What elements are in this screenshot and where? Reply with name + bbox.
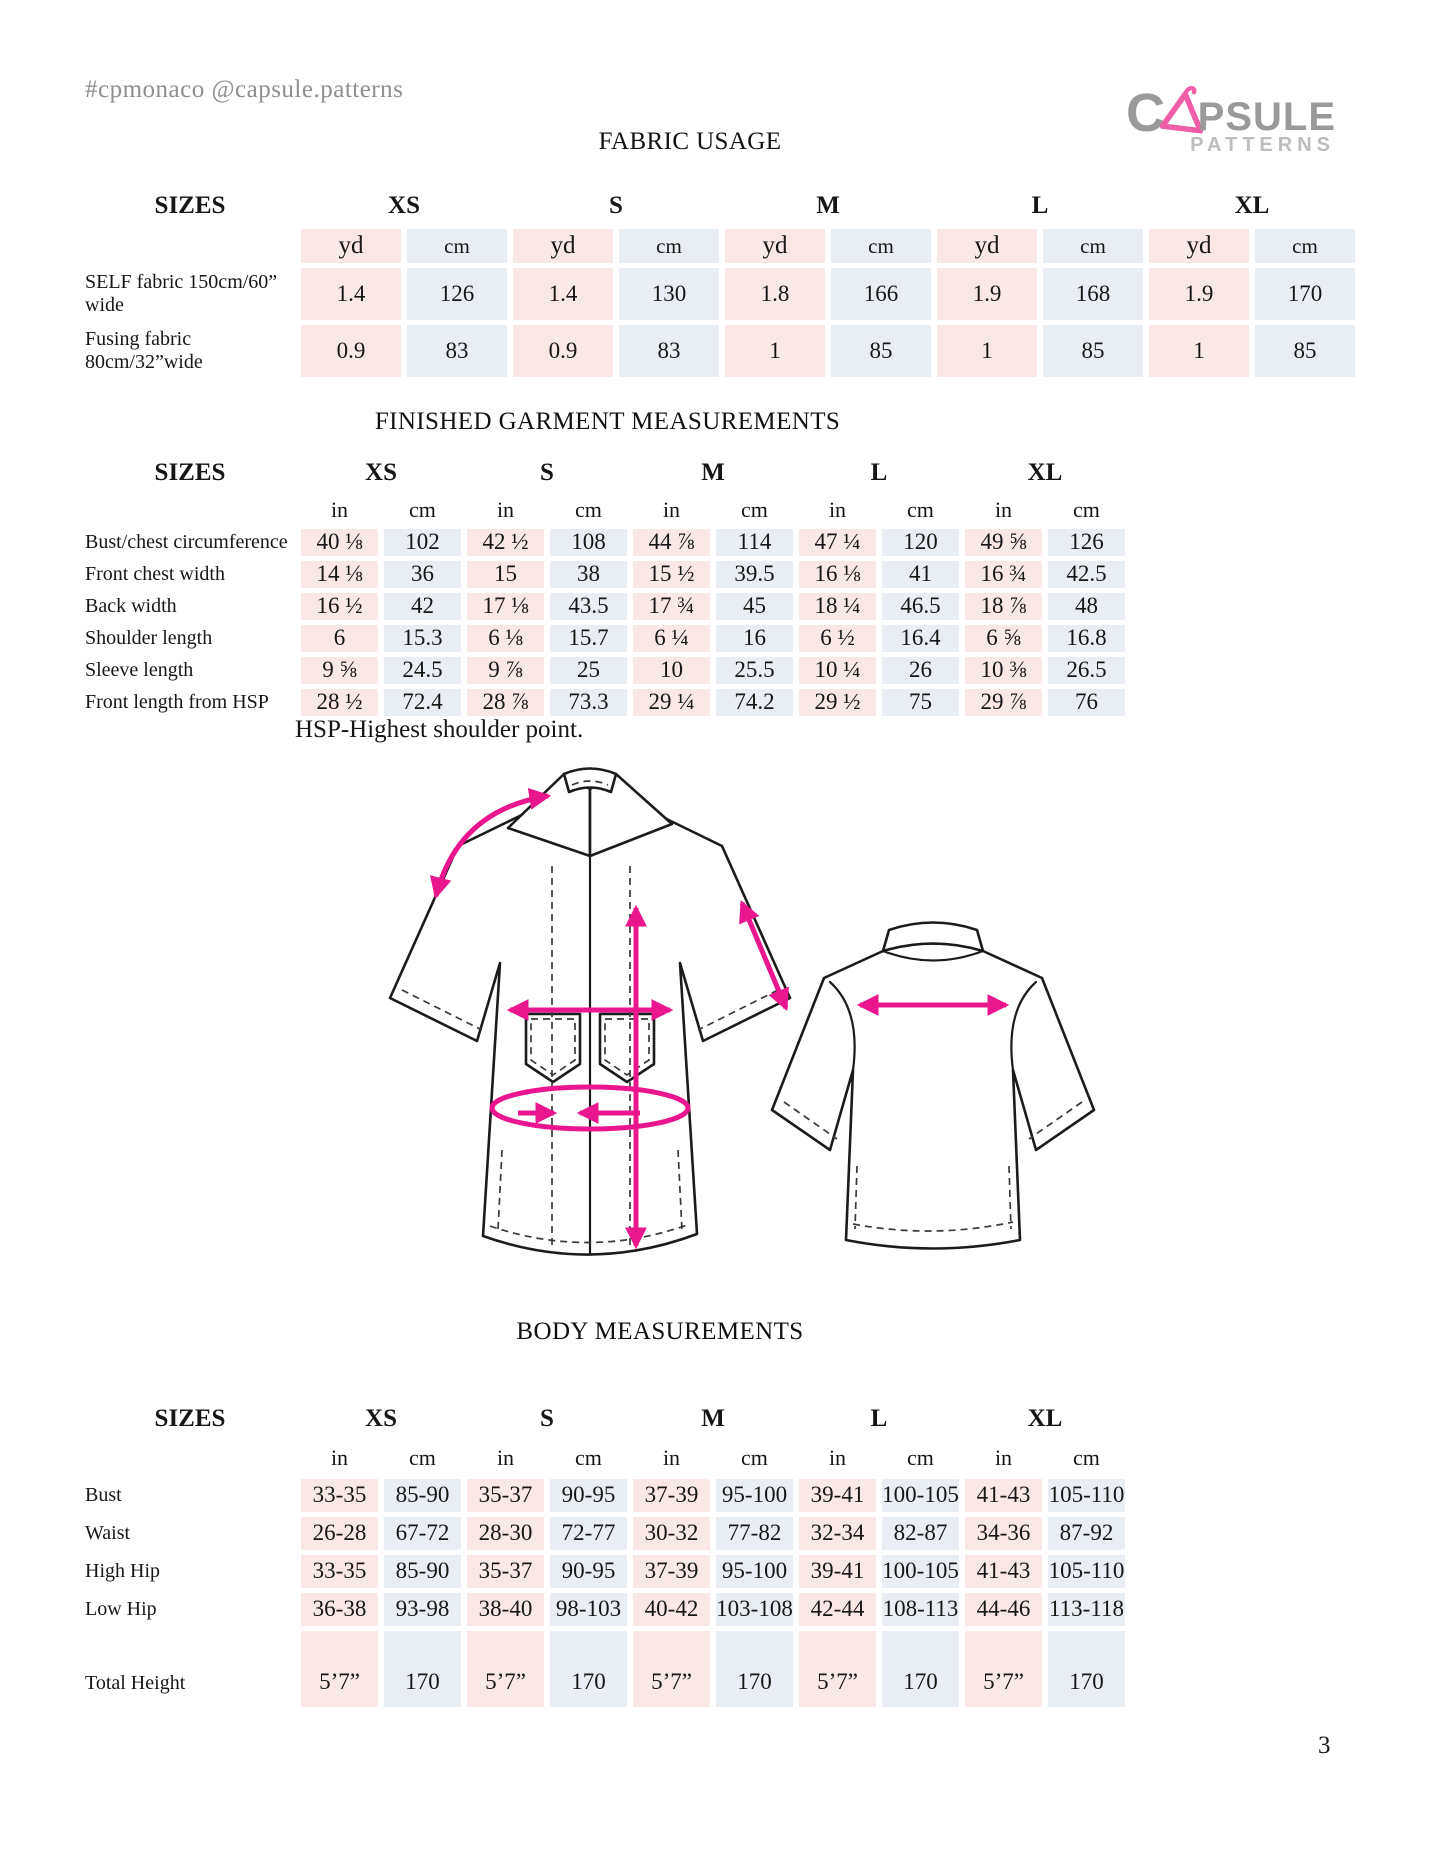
measurement-cell: 42-44 [799,1593,876,1626]
unit-header: cm [741,497,768,523]
table-row [85,1479,1125,1512]
measurement-cell: 30-32 [633,1517,710,1550]
measurement-cell: 37-39 [633,1479,710,1512]
measurement-cell: 42 ½ [467,529,544,556]
unit-header: cm [1073,1445,1100,1471]
measurement-cell: 34-36 [965,1517,1042,1550]
measurement-cell: 87-92 [1048,1517,1125,1550]
unit-header: cm [1255,229,1355,263]
unit-header: cm [1073,497,1100,523]
unit-header: cm [409,1445,436,1471]
measurement-cell: 170 [1255,268,1355,320]
unit-header: yd [513,229,613,263]
measurement-cell: 10 ⅜ [965,657,1042,684]
measurement-cell: 46.5 [882,593,959,620]
measurement-cell: 75 [882,689,959,716]
measurement-cell: 0.9 [301,325,401,377]
measurement-cell: 108 [550,529,627,556]
measurement-cell: 40 ⅛ [301,529,378,556]
table-row [85,1555,1125,1588]
measurement-cell: 1 [1149,325,1249,377]
measurement-cell: 90-95 [550,1555,627,1588]
size-header-s: S [540,1404,554,1432]
size-header-m: M [701,458,725,486]
size-header-s: S [540,458,554,486]
measurement-cell: 15 [467,561,544,588]
logo-text-psule: PSULE [1197,95,1336,139]
size-header-m: M [816,191,840,219]
unit-header: cm [575,1445,602,1471]
measurement-cell: 98-103 [550,1593,627,1626]
size-header-xs: XS [365,1404,397,1432]
measurement-cell: 1.9 [937,268,1037,320]
measurement-cell: 17 ⅛ [467,593,544,620]
measurement-cell: 28 ½ [301,689,378,716]
measurement-cell: 39-41 [799,1479,876,1512]
table-row [85,561,1125,588]
measurement-cell: 16.4 [882,625,959,652]
measurement-cell: 114 [716,529,793,556]
measurement-cell: 26.5 [1048,657,1125,684]
measurement-cell: 38 [550,561,627,588]
measurement-cell: 105-110 [1048,1555,1125,1588]
measurement-cell: 85-90 [384,1479,461,1512]
measurement-cell: 6 ⅝ [965,625,1042,652]
measurement-cell: 14 ⅛ [301,561,378,588]
table-row [85,1517,1125,1550]
measurement-cell: 67-72 [384,1517,461,1550]
measurement-cell: 16 ½ [301,593,378,620]
measurement-cell: 6 ⅛ [467,625,544,652]
unit-header: cm [907,497,934,523]
unit-header: in [994,1445,1013,1471]
size-header-l: L [870,1404,888,1432]
row-label: Fusing fabric 80cm/32”wide [85,328,203,373]
measurement-cell: 5’7” [301,1631,378,1707]
measurement-cell: 49 ⅝ [965,529,1042,556]
measurement-cell: 6 ¼ [633,625,710,652]
measurement-cell: 100-105 [882,1555,959,1588]
measurement-cell: 16.8 [1048,625,1125,652]
unit-header: cm [407,229,507,263]
measurement-cell: 33-35 [301,1555,378,1588]
fabric-usage-title: FABRIC USAGE [598,128,782,155]
measurement-cell: 126 [1048,529,1125,556]
size-header-row [85,1401,1125,1437]
row-label: Bust [85,1484,122,1506]
body-measurements-table [79,1396,1131,1712]
unit-header: in [330,1445,349,1471]
unit-header-row [85,1442,1125,1474]
measurement-cell: 95-100 [716,1479,793,1512]
size-header-xl: XL [1234,191,1270,219]
unit-header: yd [301,229,401,263]
measurement-cell: 85-90 [384,1555,461,1588]
measurement-cell: 1.8 [725,268,825,320]
measurement-cell: 6 [301,625,378,652]
measurement-cell: 16 [716,625,793,652]
measurement-cell: 45 [716,593,793,620]
measurement-cell: 120 [882,529,959,556]
logo-letter-c: C [1126,83,1165,144]
unit-header: yd [725,229,825,263]
measurement-cell: 108-113 [882,1593,959,1626]
measurement-cell: 25.5 [716,657,793,684]
row-label: Front chest width [85,563,225,585]
measurement-cell: 113-118 [1048,1593,1125,1626]
measurement-cell: 39.5 [716,561,793,588]
measurement-cell: 82-87 [882,1517,959,1550]
measurement-cell: 1.9 [1149,268,1249,320]
size-header-xl: XL [1027,458,1063,486]
measurement-cell: 72.4 [384,689,461,716]
measurement-cell: 1.4 [513,268,613,320]
unit-header: cm [1043,229,1143,263]
measurement-cell: 32-34 [799,1517,876,1550]
measurement-cell: 16 ⅛ [799,561,876,588]
size-header-l: L [1031,191,1049,219]
unit-header: in [662,1445,681,1471]
measurement-cell: 18 ¼ [799,593,876,620]
measurement-cell: 1.4 [301,268,401,320]
table-row [85,657,1125,684]
measurement-cell: 40-42 [633,1593,710,1626]
measurement-cell: 77-82 [716,1517,793,1550]
row-label: Bust/chest circumference [85,531,288,553]
measurement-cell: 5’7” [799,1631,876,1707]
measurement-cell: 85 [831,325,931,377]
measurement-cell: 83 [407,325,507,377]
row-label-spacer [85,1442,295,1474]
measurement-cell: 1 [937,325,1037,377]
measurement-cell: 5’7” [633,1631,710,1707]
measurement-cell: 41 [882,561,959,588]
measurement-cell: 72-77 [550,1517,627,1550]
unit-header: cm [741,1445,768,1471]
size-header-xs: XS [388,191,420,219]
unit-header-row [85,229,1355,263]
measurement-cell: 85 [1255,325,1355,377]
measurement-cell: 41-43 [965,1555,1042,1588]
sizes-label: SIZES [154,458,226,486]
row-label: Back width [85,595,177,617]
measurement-cell: 17 ¾ [633,593,710,620]
unit-header: in [496,497,515,523]
table-row [85,529,1125,556]
size-header-xs: XS [365,458,397,486]
measurement-cell: 105-110 [1048,1479,1125,1512]
unit-header: in [496,1445,515,1471]
measurement-cell: 6 ½ [799,625,876,652]
row-label: High Hip [85,1560,160,1582]
unit-header: yd [937,229,1037,263]
table-row [85,593,1125,620]
unit-header: yd [1149,229,1249,263]
measurement-cell: 35-37 [467,1479,544,1512]
size-header-row [85,188,1355,224]
hsp-note: HSP-Highest shoulder point. [295,716,584,743]
measurement-cell: 93-98 [384,1593,461,1626]
measurement-cell: 28-30 [467,1517,544,1550]
measurement-cell: 24.5 [384,657,461,684]
page-number: 3 [1318,1732,1331,1759]
shirt-front-view [390,769,790,1255]
measurement-cell: 166 [831,268,931,320]
measurement-cell: 26 [882,657,959,684]
unit-header: cm [575,497,602,523]
measurement-cell: 76 [1048,689,1125,716]
measurement-cell: 44 ⅞ [633,529,710,556]
measurement-cell: 15.7 [550,625,627,652]
size-header-s: S [609,191,623,219]
social-handle: #cpmonaco @capsule.patterns [85,76,404,103]
measurement-cell: 5’7” [965,1631,1042,1707]
logo-text-patterns: PATTERNS [1190,134,1335,156]
measurement-cell: 170 [716,1631,793,1707]
measurement-cell: 73.3 [550,689,627,716]
shirt-back-view [772,923,1094,1249]
unit-header: in [994,497,1013,523]
body-measurements-title: BODY MEASUREMENTS [516,1318,804,1345]
measurement-cell: 100-105 [882,1479,959,1512]
measurement-cell: 9 ⅞ [467,657,544,684]
measurement-cell: 42 [384,593,461,620]
measurement-cell: 44-46 [965,1593,1042,1626]
measurement-cell: 29 ¼ [633,689,710,716]
table-row [85,625,1125,652]
measurement-cell: 29 ½ [799,689,876,716]
measurement-cell: 36 [384,561,461,588]
measurement-cell: 48 [1048,593,1125,620]
unit-header: in [330,497,349,523]
unit-header: in [828,497,847,523]
row-label: Total Height [85,1672,186,1694]
sizes-label: SIZES [154,191,226,219]
measurement-cell: 170 [550,1631,627,1707]
measurement-cell: 130 [619,268,719,320]
measurement-cell: 38-40 [467,1593,544,1626]
measurement-cell: 42.5 [1048,561,1125,588]
measurement-cell: 15 ½ [633,561,710,588]
measurement-cell: 29 ⅞ [965,689,1042,716]
measurement-cell: 102 [384,529,461,556]
table-row [85,689,1125,716]
measurement-cell: 126 [407,268,507,320]
measurement-cell: 35-37 [467,1555,544,1588]
finished-garment-table [79,450,1131,721]
row-label: Front length from HSP [85,691,269,713]
size-header-m: M [701,1404,725,1432]
size-header-l: L [870,458,888,486]
row-label: Sleeve length [85,659,194,681]
measurement-cell: 1 [725,325,825,377]
measurement-cell: 90-95 [550,1479,627,1512]
unit-header: in [662,497,681,523]
unit-header: cm [831,229,931,263]
measurement-cell: 33-35 [301,1479,378,1512]
measurement-cell: 83 [619,325,719,377]
unit-header: cm [409,497,436,523]
measurement-cell: 28 ⅞ [467,689,544,716]
table-row [85,268,1355,320]
measurement-cell: 95-100 [716,1555,793,1588]
measurement-cell: 36-38 [301,1593,378,1626]
unit-header: cm [907,1445,934,1471]
unit-header: cm [619,229,719,263]
row-label: Shoulder length [85,627,213,649]
measurement-cell: 5’7” [467,1631,544,1707]
measurement-cell: 18 ⅞ [965,593,1042,620]
measurement-cell: 15.3 [384,625,461,652]
row-label: Low Hip [85,1598,157,1620]
measurement-cell: 170 [1048,1631,1125,1707]
row-label: Waist [85,1522,131,1544]
table-row [85,1593,1125,1626]
size-header-row [85,455,1125,491]
measurement-cell: 103-108 [716,1593,793,1626]
fabric-usage-table [79,183,1361,382]
measurement-cell: 170 [882,1631,959,1707]
measurement-cell: 170 [384,1631,461,1707]
table-row [85,1631,1125,1707]
table-row [85,325,1355,377]
unit-header-row [85,496,1125,524]
measurement-cell: 25 [550,657,627,684]
row-label-spacer [85,496,295,524]
measurement-cell: 10 ¼ [799,657,876,684]
sizes-label: SIZES [154,1404,226,1432]
measurement-cell: 9 ⅝ [301,657,378,684]
measurement-cell: 74.2 [716,689,793,716]
measurement-cell: 10 [633,657,710,684]
finished-garment-title: FINISHED GARMENT MEASUREMENTS [374,408,841,435]
measurement-cell: 16 ¾ [965,561,1042,588]
measurement-cell: 26-28 [301,1517,378,1550]
measurement-cell: 43.5 [550,593,627,620]
measurement-cell: 85 [1043,325,1143,377]
measurement-cell: 39-41 [799,1555,876,1588]
measurement-cell: 37-39 [633,1555,710,1588]
size-header-xl: XL [1027,1404,1063,1432]
garment-technical-drawings [340,758,1100,1270]
row-label: SELF fabric 150cm/60” wide [85,271,278,316]
measurement-cell: 47 ¼ [799,529,876,556]
measurement-cell: 168 [1043,268,1143,320]
row-label-spacer [85,229,295,263]
measurement-cell: 0.9 [513,325,613,377]
unit-header: in [828,1445,847,1471]
measurement-cell: 41-43 [965,1479,1042,1512]
